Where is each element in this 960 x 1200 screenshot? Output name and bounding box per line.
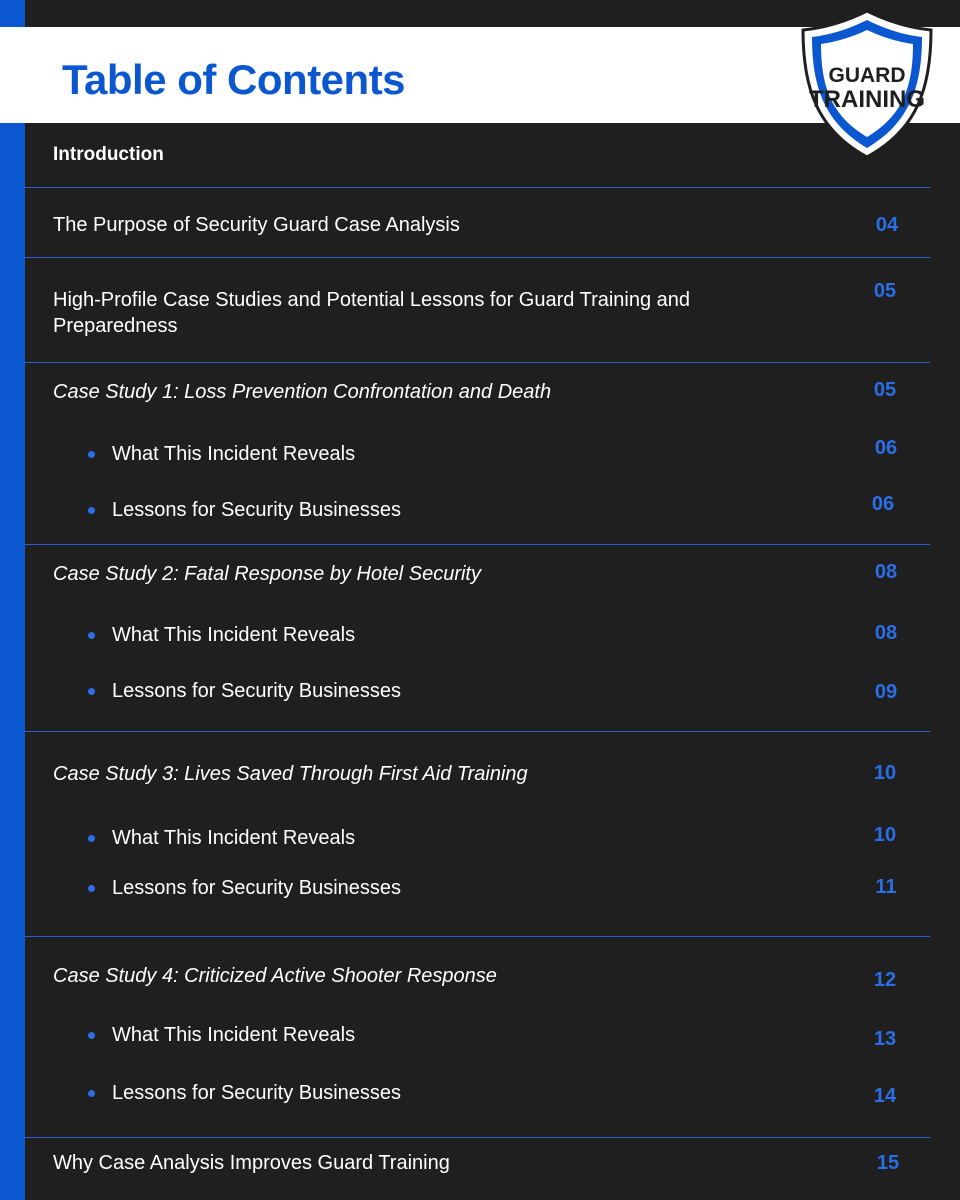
toc-subentry-label: Lessons for Security Businesses (112, 680, 402, 702)
toc-subentry-label: What This Incident Reveals (112, 443, 356, 465)
toc-page-number[interactable]: 14 (873, 1085, 897, 1107)
toc-subentry-label: What This Incident Reveals (112, 1024, 356, 1046)
toc-page-number[interactable]: 10 (873, 824, 897, 846)
divider (25, 187, 930, 188)
toc-page-number[interactable]: 04 (875, 214, 899, 236)
toc-subentry-label: Lessons for Security Businesses (112, 1082, 402, 1104)
toc-page-number[interactable]: 11 (875, 876, 897, 898)
divider (25, 544, 930, 545)
toc-subentry[interactable] (88, 825, 355, 851)
logo-line-2: TRAINING (809, 86, 925, 113)
toc-page-number[interactable]: 12 (873, 969, 897, 991)
toc-section-introduction[interactable]: Introduction (53, 144, 164, 165)
divider (25, 362, 930, 363)
toc-page-number[interactable]: 10 (873, 762, 897, 784)
toc-page-number[interactable]: 09 (874, 681, 898, 703)
toc-subentry-label: What This Incident Reveals (112, 827, 356, 849)
left-accent-bar (0, 0, 25, 1200)
toc-entry-case-study-1[interactable]: Case Study 1: Loss Prevention Confrontation and Death (53, 381, 552, 403)
toc-page-number[interactable]: 15 (876, 1152, 900, 1174)
bullet-icon (88, 885, 95, 892)
toc-subentry-label: What This Incident Reveals (112, 624, 356, 646)
bullet-icon (88, 507, 95, 514)
bullet-icon (88, 835, 95, 842)
toc-subentry[interactable] (88, 1022, 355, 1048)
toc-subentry-label: Lessons for Security Businesses (112, 499, 402, 521)
divider (25, 936, 930, 937)
toc-entry-why-case-analysis[interactable]: Why Case Analysis Improves Guard Training (53, 1152, 450, 1174)
toc-page-number[interactable]: 05 (873, 280, 897, 302)
toc-entry-purpose[interactable]: The Purpose of Security Guard Case Analysis (53, 214, 460, 236)
toc-subentry[interactable] (88, 622, 355, 648)
logo-line-1: GUARD (828, 64, 906, 87)
toc-entry-high-profile-case-studies[interactable]: High-Profile Case Studies and Potential Lessons for Guard Training and Preparedness (53, 289, 691, 337)
toc-page-number[interactable]: 08 (874, 622, 898, 644)
toc-subentry[interactable] (88, 678, 401, 704)
toc-subentry-label: Lessons for Security Businesses (112, 877, 402, 899)
shield-icon (797, 8, 937, 160)
toc-subentry[interactable] (88, 1080, 401, 1106)
page-title: Table of Contents (62, 56, 406, 103)
divider (25, 257, 930, 258)
bullet-icon (88, 451, 95, 458)
guard-training-logo (797, 8, 937, 160)
bullet-icon (88, 1090, 95, 1097)
toc-page-number[interactable]: 06 (874, 437, 898, 459)
toc-page-number[interactable]: 08 (874, 561, 898, 583)
toc-page-number[interactable]: 06 (871, 493, 895, 515)
toc-entry-case-study-4[interactable]: Case Study 4: Criticized Active Shooter Response (53, 965, 497, 987)
toc-page-number[interactable]: 13 (873, 1028, 897, 1050)
divider (25, 731, 930, 732)
toc-subentry[interactable] (88, 441, 355, 467)
toc-subentry[interactable] (88, 875, 401, 901)
divider (25, 1137, 930, 1138)
toc-entry-case-study-2[interactable]: Case Study 2: Fatal Response by Hotel Security (53, 563, 481, 585)
toc-page-number[interactable]: 05 (873, 379, 897, 401)
bullet-icon (88, 632, 95, 639)
toc-subentry[interactable] (88, 497, 401, 523)
bullet-icon (88, 1032, 95, 1039)
toc-entry-case-study-3[interactable]: Case Study 3: Lives Saved Through First Aid Training (53, 763, 528, 785)
bullet-icon (88, 688, 95, 695)
